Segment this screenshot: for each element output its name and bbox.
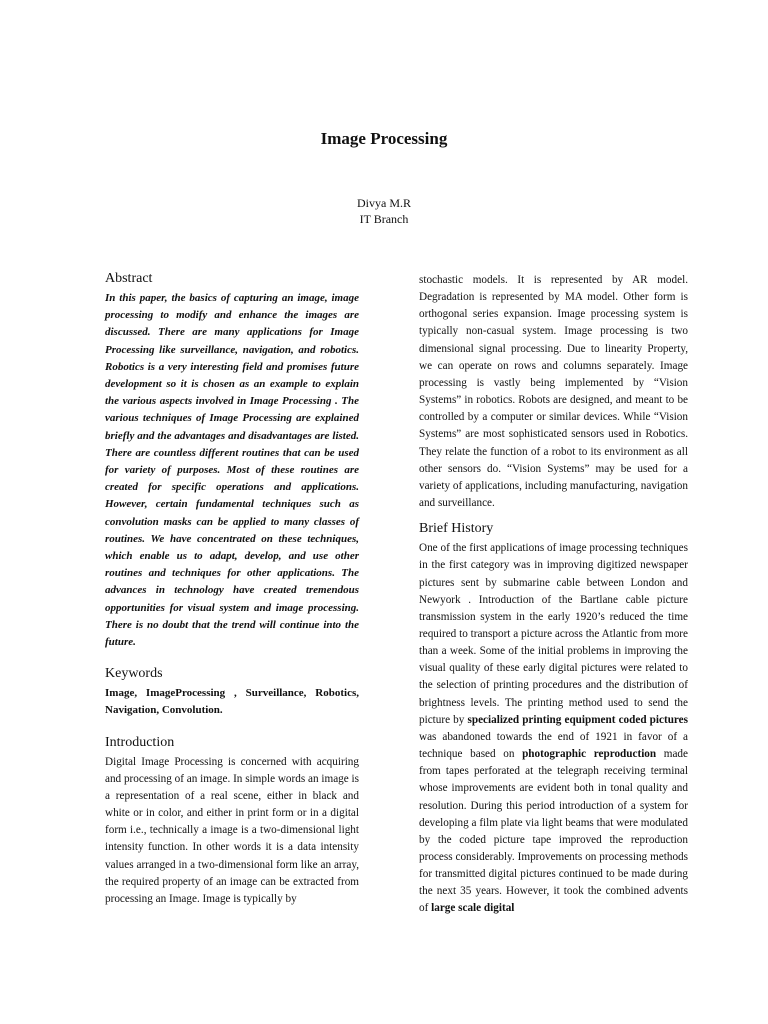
keywords-text: Image, ImageProcessing , Surveillance, Robotics, Navigation, Convolution.	[105, 687, 359, 717]
introduction-heading: Introduction	[105, 734, 175, 750]
history-bold-1: specialized printing equipment coded pictures	[467, 713, 689, 726]
history-bold-2: photographic reproduction	[522, 748, 657, 761]
right-column	[419, 272, 688, 918]
left-column	[105, 270, 359, 908]
history-part-3: made from tapes perforated at the telegraph receiving terminal whose improvements are evident both in tonal quality and resolution. During this period introduction of a system for developing a film plate via light beams that were modulated by the coded picture tape improved the reproduction process considerably. Improvements on processing methods for transmitted digital pictures continued to be made during the next 35 years. However, it took the combined advents of	[419, 748, 688, 915]
brief-history-text	[419, 540, 688, 917]
continuation-text: stochastic models. It is represented by AR model. Degradation is represented by MA model. Other form is orthogonal series expansion. Image processing system is typically non-casual system. Image processing is two dimensional signal processing. Due to linearity Property, we can operate on rows and columns separately. Image processing is vastly being implemented by “Vision Systems” in robotics. Robots are designed, and meant to be controlled by a computer or similar devices. While “Vision Systems” are most sophisticated sensors used in Robotics. They relate the function of a robot to its environment as all other sensors do. “Vision Systems” may be used for a variety of applications, including manufacturing, navigation and surveillance.	[419, 274, 688, 510]
author-department: IT Branch	[359, 212, 409, 226]
paper-title: Image Processing	[320, 129, 448, 148]
introduction-text: Digital Image Processing is concerned with acquiring and processing of an image. In simple words an image is a representation of a real scene, either in black and white or in color, and either in print form or in a digital form i.e., technically a image is a two-dimensional light intensity function. In other words it is a data intensity values arranged in a two-dimensional form like an array, the required property of an image can be extracted from processing an Image. Image is typically by	[105, 755, 359, 905]
author-block	[0, 195, 768, 227]
history-bold-3: large scale digital	[431, 902, 515, 915]
brief-history-heading: Brief History	[419, 521, 494, 537]
history-part-2: was abandoned towards the end of 1921 in favor of a technique based on	[419, 730, 688, 761]
abstract-heading: Abstract	[105, 271, 153, 286]
abstract-text: In this paper, the basics of capturing an image, image processing to modify and enhance the images are discussed. There are many applications for Image Processing like surveillance, navigation, and robotics. Robotics is a very interesting field and promises future development so it is chosen as an example to explain the various aspects involved in Image Processing . The various techniques of Image Processing are explained briefly and the advantages and disadvantages are listed. There are countless different routines that can be used for variety of purposes. Most of these routines are created for specific operations and applications. However, certain fundamental techniques such as convolution masks can be applied to many classes of routines. We have concentrated on these techniques, which enable us to adapt, develop, and use other routines and techniques for other applications. The advances in technology have created tremendous opportunities for visual system and image processing. There is no doubt that the trend will continue into the future.	[105, 292, 359, 649]
history-part-1: One of the first applications of image processing techniques in the first category was in improving digitized newspaper pictures sent by submarine cable between London and Newyork . Introduction of the Bartlane cable picture transmission system in the early 1920’s reduced the time required to transport a picture across the Atlantic from more than a week. Some of the initial problems in improving the visual quality of these early digital pictures were related to the selection of printing procedures and the distribution of brightness levels. The printing method used to send the picture by	[419, 542, 688, 726]
keywords-heading: Keywords	[105, 666, 163, 682]
author-name: Divya M.R	[357, 196, 411, 210]
